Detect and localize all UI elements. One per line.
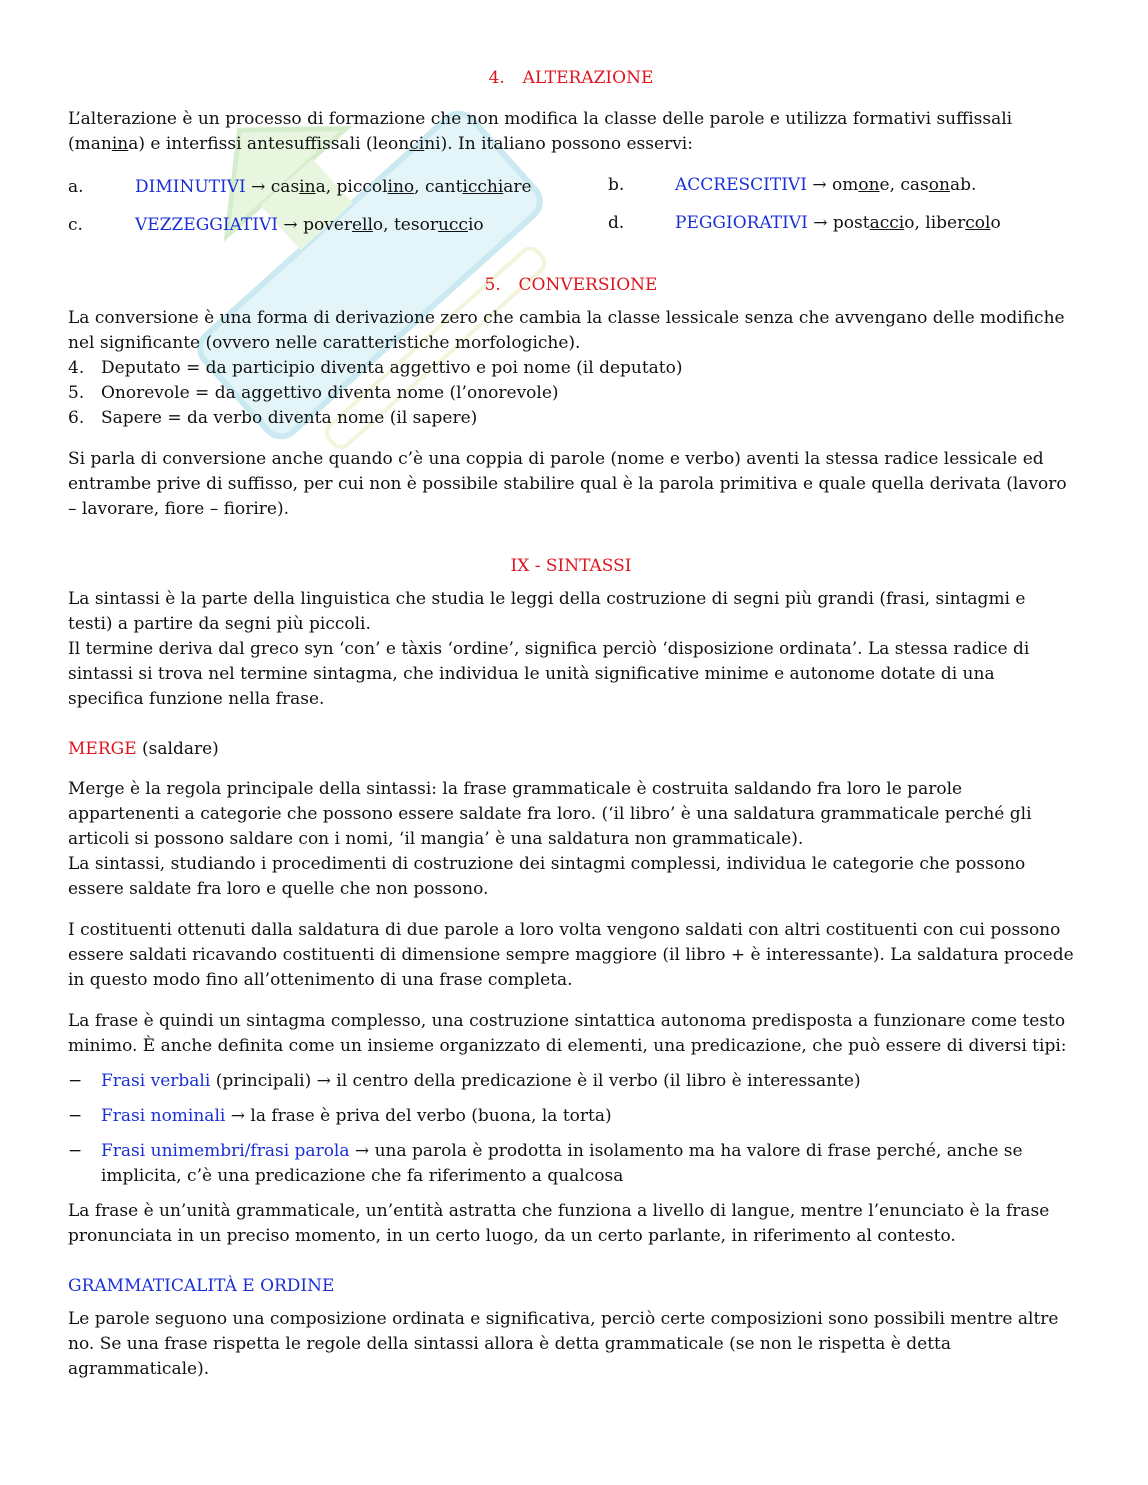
- heading-title: CONVERSIONE: [518, 275, 658, 295]
- list-item: 5. Onorevole = da aggettivo diventa nome (l’onorevole): [68, 383, 559, 403]
- heading-number: 5.: [484, 275, 501, 295]
- list-item-vezzeggiativi: c. VEZZEGGIATIVI → poverello, tesoruccio: [68, 215, 484, 235]
- sentence-types-list: [68, 1069, 1074, 1189]
- conversione-numbered-list: [68, 356, 1074, 431]
- section-heading-sintassi: IX - SINTASSI: [510, 556, 632, 576]
- paragraph-merge-3: I costituenti ottenuti dalla saldatura di due parole a loro volta vengono saldati con altri costituenti con cui possono essere saldati ricavando costituenti di dimensione sempre maggiore (il libro + è interessante). La saldatura procede in questo modo fino all’ottenimento di una frase completa.: [68, 920, 1074, 990]
- paragraph-merge-4: La frase è quindi un sintagma complesso, una costruzione sintattica autonoma predisposta a funzionare come testo minimo. È anche definita come un insieme organizzato di elementi, una predicazione, che può essere di diversi tipi:: [68, 1011, 1067, 1056]
- list-item-peggiorativi: d. PEGGIORATIVI → postaccio, libercolo: [608, 213, 1001, 233]
- list-item-frasi-verbali: − Frasi verbali (principali) → il centro della predicazione è il verbo (il libro è interessante): [68, 1071, 861, 1091]
- list-item: 4. Deputato = da participio diventa aggettivo e poi nome (il deputato): [68, 358, 683, 378]
- list-item-accrescitivi: b. ACCRESCITIVI → omone, casonab.: [608, 175, 977, 195]
- arrow-icon: →: [813, 213, 828, 233]
- document-body: [68, 66, 1074, 1382]
- arrow-icon: →: [812, 175, 827, 195]
- paragraph-merge-2: La sintassi, studiando i procedimenti di costruzione dei sintagmi complessi, individua le categorie che possono essere saldate fra loro e quelle che non possono.: [68, 854, 1026, 899]
- paragraph-sintassi-2: Il termine deriva dal greco syn ‘con’ e tàxis ‘ordine’, significa perciò ‘disposizione ordinata’. La stessa radice di sintassi si trova nel termine sintagma, che individua le unità significative minime e autonome dotate di una specifica funzione nella frase.: [68, 639, 1030, 709]
- alteration-row-1: [68, 173, 1074, 211]
- arrow-icon: →: [251, 177, 266, 197]
- arrow-icon: →: [283, 215, 298, 235]
- paragraph-grammaticalita: Le parole seguono una composizione ordinata e significativa, perciò certe composizioni sono possibili mentre altre no. Se una frase rispetta le regole della sintassi allora è detta grammaticale (se non le rispetta è detta agrammaticale).: [68, 1309, 1059, 1379]
- section-heading-conversione: [68, 273, 1074, 298]
- paragraph-sintassi-1: La sintassi è la parte della linguistica che studia le leggi della costruzione di segni più grandi (frasi, sintagmi e testi) a partire da segni più piccoli.: [68, 589, 1026, 634]
- paragraph-conversione-2: Si parla di conversione anche quando c’è una coppia di parole (nome e verbo) aventi la stessa radice lessicale ed entrambe prive di suffisso, per cui non è possibile stabilire qual è la parola primitiva e quale quella derivata (lavoro – lavorare, fiore – fiorire).: [68, 449, 1067, 519]
- list-item-frasi-nominali: − Frasi nominali → la frase è priva del verbo (buona, la torta): [68, 1106, 612, 1126]
- paragraph-alterazione: L’alterazione è un processo di formazione che non modifica la classe delle parole e utilizza formativi suffissali (manina) e interfissi antesuffissali (leoncini). In italiano possono esservi:: [68, 109, 1013, 154]
- list-item-diminutivi: a. DIMINUTIVI → casina, piccolino, canticchiare: [68, 177, 532, 197]
- subheading-grammaticalita: GRAMMATICALITÀ E ORDINE: [68, 1276, 335, 1296]
- paragraph-conversione-1: La conversione è una forma di derivazione zero che cambia la classe lessicale senza che avvengano delle modifiche nel significante (ovvero nelle caratteristiche morfologiche).: [68, 308, 1065, 353]
- heading-number: 4.: [488, 68, 505, 88]
- list-item-frasi-unimembri: − Frasi unimembri/frasi parola → una parola è prodotta in isolamento ma ha valore di frase perché, anche se implicita, c’è una predicazione che fa riferimento a qualcosa: [68, 1141, 1023, 1186]
- paragraph-merge-5: La frase è un’unità grammaticale, un’entità astratta che funziona a livello di langue, mentre l’enunciato è la frase pronunciata in un preciso momento, in un certo luogo, da un certo parlante, in riferimento al contesto.: [68, 1201, 1050, 1246]
- heading-title: ALTERAZIONE: [522, 68, 654, 88]
- list-item: 6. Sapere = da verbo diventa nome (il sapere): [68, 408, 478, 428]
- alteration-row-2: [68, 211, 1074, 249]
- paragraph-merge-1: Merge è la regola principale della sintassi: la frase grammaticale è costruita saldando fra loro le parole appartenenti a categorie che possono essere saldate fra loro. (‘il libro’ è una saldatura grammaticale perché gli articoli si possono saldare con i nomi, ‘il mangia’ è una saldatura non grammaticale).: [68, 779, 1032, 849]
- section-heading-alterazione: [68, 66, 1074, 91]
- subheading-merge: MERGE (saldare): [68, 739, 219, 759]
